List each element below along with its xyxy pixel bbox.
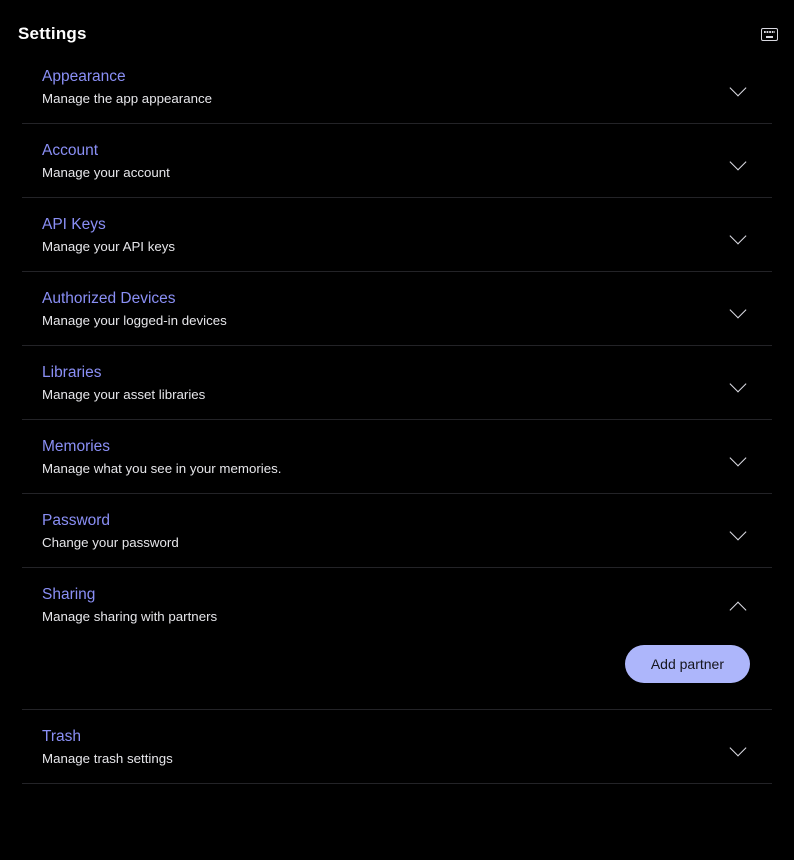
section-title: Sharing: [42, 586, 96, 603]
section-header-libraries[interactable]: [22, 346, 772, 419]
section-text: [42, 438, 281, 477]
section-header-sharing[interactable]: [22, 568, 772, 641]
settings-section-appearance: [22, 68, 772, 124]
section-text: [42, 290, 227, 329]
section-text: [42, 728, 173, 767]
section-header-appearance[interactable]: [22, 68, 772, 123]
section-text: [42, 364, 205, 403]
settings-section-trash: [22, 710, 772, 784]
chevron-down-icon[interactable]: [728, 150, 750, 172]
section-text: [42, 512, 179, 551]
section-subtitle: Manage what you see in your memories.: [42, 461, 282, 477]
section-subtitle: Manage your asset libraries: [42, 387, 206, 403]
section-subtitle: Manage trash settings: [42, 751, 173, 767]
settings-section-api-keys: [22, 198, 772, 272]
section-subtitle: Manage your account: [42, 165, 170, 181]
section-title: API Keys: [42, 216, 106, 233]
section-title: Password: [42, 512, 111, 529]
chevron-down-icon[interactable]: [728, 446, 750, 468]
add-partner-button[interactable]: Add partner: [625, 645, 750, 683]
settings-section-sharing: [22, 568, 772, 710]
section-text: [42, 216, 175, 255]
section-title: Libraries: [42, 364, 102, 381]
chevron-down-icon[interactable]: [728, 76, 750, 98]
settings-section-authorized-devices: [22, 272, 772, 346]
chevron-down-icon[interactable]: [728, 298, 750, 320]
settings-section-account: [22, 124, 772, 198]
section-subtitle: Change your password: [42, 535, 179, 551]
section-text: [42, 142, 170, 181]
section-text: [42, 68, 212, 107]
header-actions: [761, 28, 778, 41]
page-title: Settings: [18, 24, 87, 43]
section-title: Account: [42, 142, 99, 159]
sharing-panel: [22, 641, 772, 709]
section-header-api-keys[interactable]: [22, 198, 772, 271]
chevron-up-icon[interactable]: [728, 594, 750, 616]
section-title: Trash: [42, 728, 82, 745]
chevron-down-icon[interactable]: [728, 372, 750, 394]
chevron-down-icon[interactable]: [728, 224, 750, 246]
section-header-trash[interactable]: [22, 710, 772, 783]
section-subtitle: Manage the app appearance: [42, 91, 213, 107]
section-header-account[interactable]: [22, 124, 772, 197]
settings-section-password: [22, 494, 772, 568]
keyboard-icon[interactable]: [761, 28, 778, 41]
section-subtitle: Manage your API keys: [42, 239, 176, 255]
app-header: [0, 0, 794, 68]
settings-list: [0, 68, 794, 860]
settings-section-memories: [22, 420, 772, 494]
section-header-memories[interactable]: [22, 420, 772, 493]
section-header-authorized-devices[interactable]: [22, 272, 772, 345]
section-subtitle: Manage sharing with partners: [42, 609, 218, 625]
settings-section-libraries: [22, 346, 772, 420]
section-text: [42, 586, 217, 625]
section-title: Memories: [42, 438, 111, 455]
section-title: Appearance: [42, 68, 126, 85]
section-title: Authorized Devices: [42, 290, 176, 307]
chevron-down-icon[interactable]: [728, 736, 750, 758]
section-header-password[interactable]: [22, 494, 772, 567]
chevron-down-icon[interactable]: [728, 520, 750, 542]
section-subtitle: Manage your logged-in devices: [42, 313, 227, 329]
